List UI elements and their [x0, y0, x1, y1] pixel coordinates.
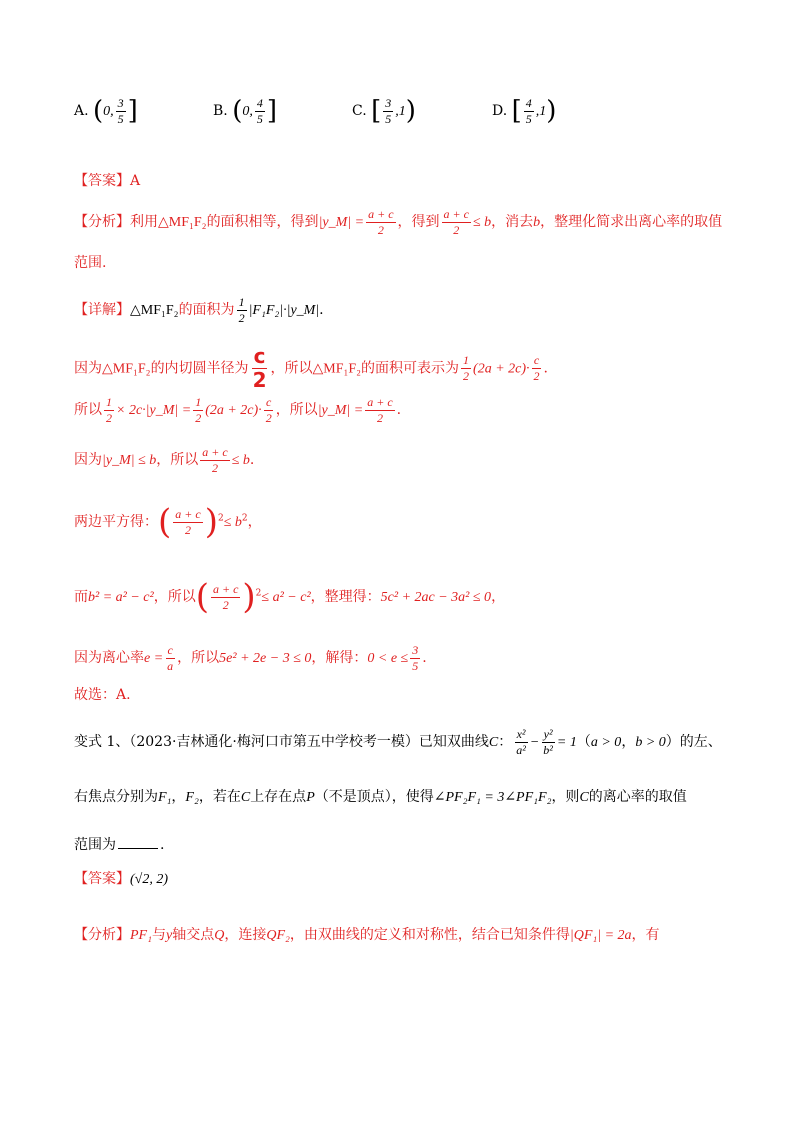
- answer-tag: 【答案】: [74, 871, 130, 887]
- text: 所以: [74, 402, 102, 419]
- text: 因为离心率: [74, 650, 144, 667]
- fraction-numerator: a + c: [202, 445, 228, 459]
- option-b-label: B.: [213, 103, 228, 119]
- right-bracket: ]: [127, 96, 138, 126]
- fraction-numerator: 3: [412, 643, 419, 657]
- fraction-numerator: 4: [525, 95, 532, 110]
- left-bracket: [: [371, 96, 382, 126]
- step-3: [74, 446, 254, 474]
- left-paren: (: [158, 502, 172, 542]
- option-d-label: D.: [492, 103, 508, 119]
- fraction: [541, 728, 555, 756]
- math-var: F₂: [185, 790, 199, 805]
- analysis-line-2: [74, 256, 106, 270]
- fraction-denominator: 2: [376, 410, 383, 425]
- conclusion: 故选：A.: [74, 687, 131, 703]
- right-paren: ): [546, 96, 557, 126]
- text: .: [319, 302, 324, 319]
- math-var: PF₁: [130, 928, 152, 943]
- fraction-denominator: 5: [256, 111, 263, 126]
- right-paren: ): [204, 502, 218, 542]
- fraction-numerator: 1: [195, 395, 202, 409]
- fraction-numerator: 1: [238, 295, 245, 309]
- left-paren: (: [195, 577, 209, 617]
- math-expr: |F₁F₂|·|y_M|: [248, 303, 320, 319]
- fraction-numerator: c: [266, 395, 272, 409]
- text: ，有: [631, 927, 660, 943]
- text: 利用: [130, 214, 158, 231]
- fraction-numerator: 1: [106, 395, 112, 409]
- triangle-label: △MF₁F₂: [130, 303, 179, 319]
- answer-line-2: [74, 872, 168, 887]
- text: ，所以: [177, 650, 220, 667]
- math-expr: b > 0: [635, 735, 666, 751]
- math-var: Q: [214, 928, 225, 943]
- math-var: C: [240, 790, 251, 805]
- fraction-denominator: 2: [533, 369, 540, 383]
- right-paren: ): [405, 96, 416, 126]
- option-c-label: C.: [352, 103, 367, 119]
- analysis-line: [74, 208, 722, 236]
- text: 的内切圆半径为: [150, 360, 249, 377]
- fraction-numerator: c: [533, 353, 540, 368]
- fraction: [365, 396, 394, 424]
- math-var: b: [533, 215, 541, 231]
- option-b: [213, 96, 277, 126]
- fraction: [410, 644, 420, 672]
- math-expr: = 1: [556, 735, 577, 751]
- fraction: [165, 644, 175, 672]
- fraction: [211, 583, 240, 611]
- fraction-numerator: c: [253, 344, 266, 368]
- fraction-numerator: y²: [543, 727, 553, 741]
- text: .: [543, 360, 548, 377]
- math-expr: b² = a² − c²: [88, 590, 154, 605]
- variant-line-3: [74, 836, 164, 852]
- math-var: P: [306, 790, 315, 805]
- fraction-numerator: 3: [117, 95, 124, 110]
- fraction-numerator: a + c: [175, 506, 201, 521]
- triangle-label: △MF₁F₂: [158, 215, 207, 231]
- left-bracket: [: [511, 96, 522, 126]
- math-var: C: [488, 735, 499, 751]
- fraction-denominator: 2: [195, 410, 202, 425]
- text: 的面积相等，得到: [206, 214, 319, 231]
- math-expr: (2a + 2c)·: [205, 403, 262, 419]
- math-expr: |QF₁| = 2a: [569, 928, 632, 943]
- right-paren: ): [242, 577, 256, 617]
- text: 的面积可表示为: [361, 360, 460, 377]
- answer-tag: 【答案】: [74, 173, 130, 189]
- step-1: [74, 346, 548, 391]
- fraction-denominator: 2: [463, 369, 470, 383]
- text: 范围为: [74, 837, 116, 853]
- option-c: [352, 96, 416, 126]
- fraction-denominator: 5: [385, 111, 392, 126]
- fraction: [366, 208, 395, 236]
- fraction: [200, 446, 229, 474]
- text: 变式 1、（2023·吉林通化·梅河口市第五中学校考一模）已知双曲线: [74, 734, 489, 751]
- math-expr: ≤ b: [472, 215, 492, 231]
- fraction: [173, 508, 202, 536]
- text: ，所以: [153, 589, 196, 605]
- fraction-denominator: a²: [516, 742, 526, 757]
- text: 右焦点分别为: [74, 789, 158, 805]
- math-expr: ≤ b: [231, 453, 250, 469]
- fraction-numerator: a + c: [367, 395, 393, 409]
- fraction: [104, 396, 114, 424]
- math-expr: (2a + 2c)·: [473, 361, 530, 377]
- option-c-upper: ,1: [395, 104, 406, 119]
- text: ，整理得：: [310, 589, 381, 605]
- text: .: [422, 650, 427, 667]
- fraction-numerator: a + c: [368, 207, 394, 221]
- option-d-fraction: [524, 97, 534, 125]
- variant-line-1: [74, 728, 722, 756]
- math-var: F₁: [158, 790, 172, 805]
- text: .: [160, 837, 165, 853]
- text: ，: [247, 514, 262, 530]
- fraction-denominator: 2: [211, 460, 218, 475]
- fraction: [237, 296, 247, 324]
- math-var: C: [579, 790, 589, 805]
- fraction-denominator: 2: [453, 222, 460, 237]
- fraction-numerator: x²: [516, 727, 526, 741]
- text: 范围.: [74, 255, 107, 271]
- triangle-label: △MF₁F₂: [102, 361, 151, 377]
- exponent: 2: [255, 588, 262, 599]
- text: .: [249, 452, 255, 469]
- fraction-numerator: 1: [463, 353, 470, 368]
- math-expr: ≤ a² − c²: [261, 590, 311, 605]
- text: 的面积为: [178, 302, 235, 319]
- text: ，所以: [156, 452, 199, 469]
- math-expr: × 2c·|y_M| =: [116, 403, 192, 419]
- step-6: [74, 644, 427, 672]
- left-paren: (: [93, 96, 104, 126]
- exponent: 2: [241, 513, 248, 524]
- fill-in-blank: [118, 836, 158, 849]
- text: 与: [151, 927, 166, 943]
- text: ，由双曲线的定义和对称性，结合已知条件得: [289, 927, 570, 943]
- math-expr: ∠PF₂F₁ = 3∠PF₁F₂: [433, 790, 552, 805]
- text: 轴交点: [172, 927, 215, 943]
- fraction-denominator: 2: [184, 522, 191, 537]
- math-expr: |y_M| ≤ b: [102, 453, 157, 469]
- fraction-denominator: 5: [525, 111, 532, 126]
- option-c-fraction: [383, 97, 393, 125]
- fraction-denominator: 2: [265, 410, 272, 425]
- fraction-denominator: b²: [543, 742, 553, 757]
- text: 两边平方得：: [74, 514, 158, 530]
- fraction-denominator: 5: [117, 111, 124, 126]
- fraction-denominator: a: [167, 658, 174, 673]
- detail-tag: 【详解】: [74, 302, 130, 319]
- fraction: [251, 346, 269, 391]
- fraction-denominator: 5: [412, 658, 419, 673]
- step-2: [74, 396, 401, 424]
- math-var: y: [165, 928, 173, 943]
- fraction: [193, 396, 203, 424]
- text: .: [396, 402, 402, 419]
- analysis-tag: 【分析】: [74, 927, 130, 943]
- text: ，则: [551, 789, 580, 805]
- fraction: [264, 396, 274, 424]
- fraction-numerator: 3: [385, 95, 392, 110]
- option-d-upper: ,1: [535, 104, 547, 119]
- fraction-numerator: 4: [256, 95, 263, 110]
- math-expr: ≤ b: [223, 515, 242, 530]
- answer-value: (√2, 2): [130, 872, 169, 887]
- step-4: [74, 502, 262, 542]
- option-a-fraction: [116, 97, 126, 125]
- fraction-numerator: c: [167, 643, 173, 657]
- fraction-denominator: 2: [252, 368, 267, 392]
- fraction: [532, 354, 542, 382]
- text: ，解得：: [311, 650, 368, 667]
- text: ：: [498, 734, 513, 751]
- fraction-denominator: 2: [106, 410, 112, 425]
- fraction-denominator: 2: [377, 222, 384, 237]
- math-expr: |y_M| =: [317, 403, 364, 419]
- text: ，: [171, 789, 186, 805]
- math-expr: e =: [144, 651, 164, 667]
- fraction-numerator: a + c: [443, 207, 469, 221]
- math-expr: 5e² + 2e − 3 ≤ 0: [219, 651, 312, 667]
- text: 因为: [74, 360, 102, 377]
- fraction: [514, 728, 528, 756]
- option-d: [492, 96, 556, 126]
- text: ，: [491, 589, 506, 605]
- math-expr: 0 < e ≤: [367, 651, 409, 667]
- text: 的离心率的取值: [588, 789, 687, 805]
- text: （不是顶点），使得: [314, 789, 434, 805]
- text: 上存在点: [250, 789, 307, 805]
- variant-line-2: [74, 790, 687, 805]
- math-expr: 5c² + 2ac − 3a² ≤ 0: [380, 590, 492, 605]
- text: ）的左、: [665, 734, 722, 751]
- text: 因为: [74, 452, 102, 469]
- math-expr: |y_M| =: [318, 215, 365, 231]
- exponent: 2: [217, 513, 224, 524]
- text: ，所以: [270, 360, 313, 377]
- text: ，整理化简求出离心率的取值: [540, 214, 723, 231]
- left-paren: (: [232, 96, 243, 126]
- answer-value: A: [130, 173, 141, 189]
- math-var: QF₂: [266, 928, 290, 943]
- triangle-label: △MF₁F₂: [312, 361, 362, 377]
- option-a-lower: 0,: [103, 104, 114, 119]
- text: ，: [621, 734, 636, 751]
- math-expr: −: [529, 735, 540, 751]
- fraction-denominator: 2: [222, 597, 229, 612]
- fraction: [461, 354, 471, 382]
- option-a: [74, 96, 138, 126]
- text: ，所以: [275, 402, 318, 419]
- analysis-tag: 【分析】: [74, 214, 130, 231]
- text: 而: [74, 589, 88, 605]
- text: ，连接: [224, 927, 267, 943]
- detail-line: [74, 296, 324, 324]
- analysis-line-3: [74, 928, 660, 943]
- text: ，若在: [198, 789, 241, 805]
- option-a-label: A.: [74, 103, 89, 119]
- option-b-lower: 0,: [242, 104, 253, 119]
- fraction-numerator: a + c: [212, 581, 239, 596]
- fraction: [442, 208, 471, 236]
- step-5: [74, 577, 506, 617]
- fraction-denominator: 2: [238, 310, 245, 325]
- math-expr: a > 0: [590, 735, 622, 751]
- text: （: [576, 734, 591, 751]
- right-bracket: ]: [266, 96, 278, 126]
- answer-line: [74, 174, 140, 188]
- option-b-fraction: [255, 97, 265, 125]
- text: ，得到: [397, 214, 440, 231]
- text: ，消去: [491, 214, 534, 231]
